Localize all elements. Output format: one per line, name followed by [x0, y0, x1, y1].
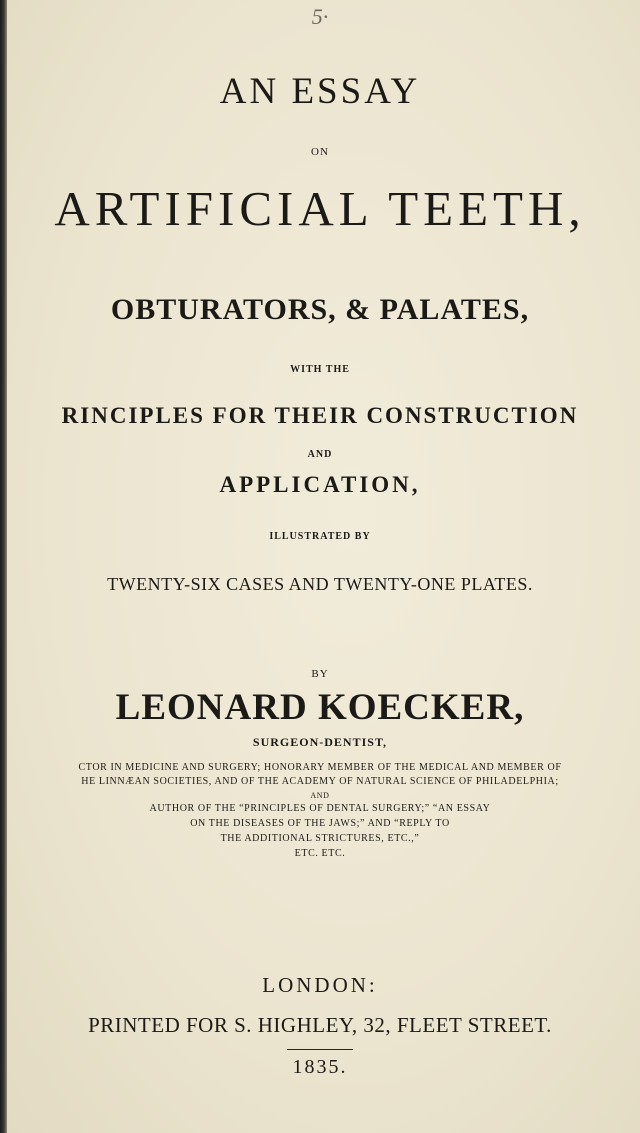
cases-line: TWENTY-SIX CASES AND TWENTY-ONE PLATES. — [107, 574, 533, 594]
handwritten-mark: 5· — [311, 4, 329, 29]
binding-edge — [0, 0, 7, 1133]
credentials-line: ON THE DISEASES OF THE JAWS;” AND “REPLY TO — [190, 818, 450, 829]
credentials-line: ETC. ETC. — [294, 848, 346, 859]
illustrated-by-label: ILLUSTRATED BY — [269, 531, 371, 542]
by-label: BY — [311, 668, 329, 680]
credentials-line: THE ADDITIONAL STRICTURES, ETC.,” — [220, 833, 420, 844]
credentials-line: HE LINNÆAN SOCIETIES, AND OF THE ACADEMY OF NATURAL SCIENCE OF PHILADELPHIA; — [81, 776, 559, 787]
subject-heading: ARTIFICIAL TEETH, — [54, 181, 586, 236]
imprint-year: 1835. — [292, 1056, 348, 1078]
imprint-place: LONDON: — [262, 973, 378, 997]
credentials-line: AUTHOR OF THE “PRINCIPLES OF DENTAL SURGERY;” “AN ESSAY — [149, 803, 491, 814]
on-label: ON — [311, 146, 329, 158]
application-heading: APPLICATION, — [219, 472, 421, 497]
subject-subheading: OBTURATORS, & PALATES, — [110, 293, 530, 326]
credentials-line: AND — [310, 791, 330, 800]
imprint-printer: PRINTED FOR S. HIGHLEY, 32, FLEET STREET. — [88, 1013, 552, 1037]
author-profession: SURGEON-DENTIST, — [252, 735, 388, 749]
essay-title: AN ESSAY — [219, 71, 421, 112]
and-label: AND — [307, 449, 333, 460]
author-name: LEONARD KOECKER, — [115, 687, 525, 728]
principles-heading: RINCIPLES FOR THEIR CONSTRUCTION — [61, 403, 579, 428]
imprint-rule — [287, 1049, 353, 1050]
credentials-line: CTOR IN MEDICINE AND SURGERY; HONORARY MEMBER OF THE MEDICAL AND MEMBER OF — [78, 762, 562, 773]
with-the-label: WITH THE — [290, 364, 350, 375]
